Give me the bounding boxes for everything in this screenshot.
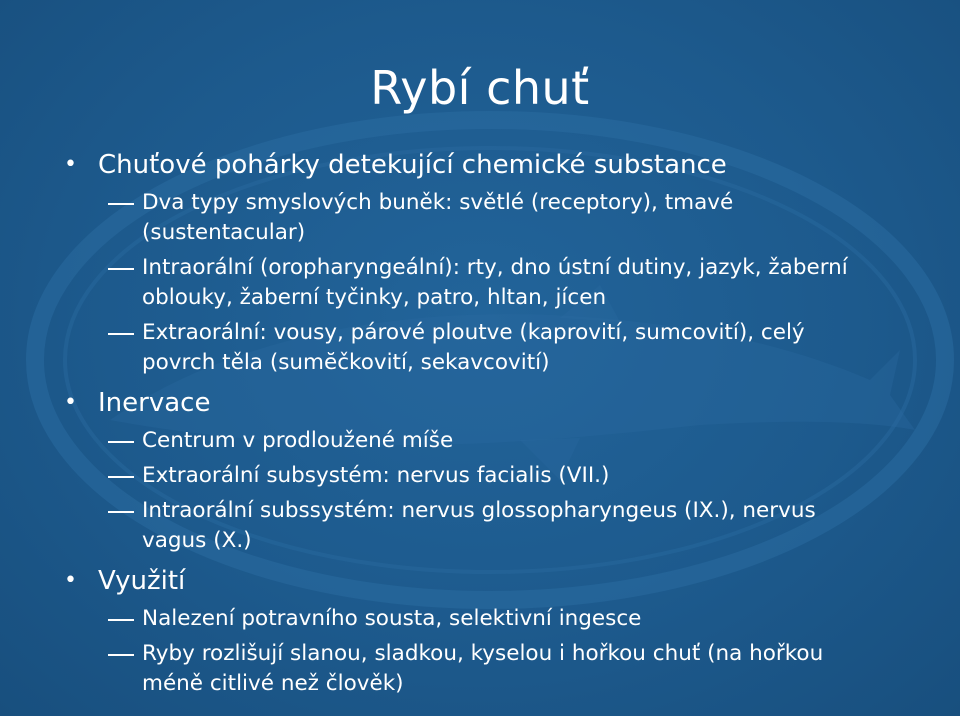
bullet-dot-icon: • — [64, 390, 77, 415]
bullet-dot-icon: • — [64, 152, 77, 177]
dash-icon — [108, 203, 134, 205]
sub-bullet-intraoral — [62, 253, 872, 313]
bullet-taste-buds — [62, 148, 922, 182]
bullet-innervation — [62, 386, 922, 420]
sub-bullet-text: Intraorální subssystém: nervus glossopharyngeus (IX.), nervus vagus (X.) — [142, 498, 816, 553]
sub-bullet-text: Intraorální (oropharyngeální): rty, dno ústní dutiny, jazyk, žaberní oblouky, žaberní tyčinky, patro, hltan, jícen — [142, 255, 848, 310]
bullet-text: Inervace — [98, 388, 211, 418]
bullet-text: Chuťové pohárky detekující chemické substance — [98, 150, 727, 180]
sub-bullet-text: Extraorální subsystém: nervus facialis (VII.) — [142, 463, 610, 488]
dash-icon — [108, 619, 134, 621]
sub-bullet-text: Centrum v prodloužené míše — [142, 428, 454, 453]
dash-icon — [108, 511, 134, 513]
sub-bullet-centrum — [62, 426, 872, 456]
slide-title: Rybí chuť — [370, 61, 590, 115]
sub-bullet-glossopharyngeus — [62, 496, 872, 556]
dash-icon — [108, 268, 134, 270]
dash-icon — [108, 333, 134, 335]
sub-bullet-food-finding — [62, 604, 872, 634]
dash-icon — [108, 654, 134, 656]
bullet-dot-icon: • — [64, 568, 77, 593]
sub-bullet-taste-discrimination — [62, 639, 872, 699]
sub-bullet-facialis — [62, 461, 872, 491]
sub-bullet-text: Nalezení potravního sousta, selektivní ingesce — [142, 606, 642, 631]
sub-bullet-text: Ryby rozlišují slanou, sladkou, kyselou i hořkou chuť (na hořkou méně citlivé než člověk) — [142, 641, 824, 696]
sub-bullet-extraoral — [62, 318, 872, 378]
sub-bullet-cell-types — [62, 188, 872, 248]
slide-content — [62, 148, 922, 699]
dash-icon — [108, 476, 134, 478]
sub-bullet-text: Dva typy smyslových buněk: světlé (receptory), tmavé (sustentacular) — [142, 190, 734, 245]
sub-bullet-text: Extraorální: vousy, párové ploutve (kaprovití, sumcovití), celý povrch těla (sumĕčkovití, sekavcovití) — [142, 320, 805, 375]
bullet-text: Využití — [98, 566, 186, 596]
dash-icon — [108, 441, 134, 443]
bullet-usage — [62, 564, 922, 598]
